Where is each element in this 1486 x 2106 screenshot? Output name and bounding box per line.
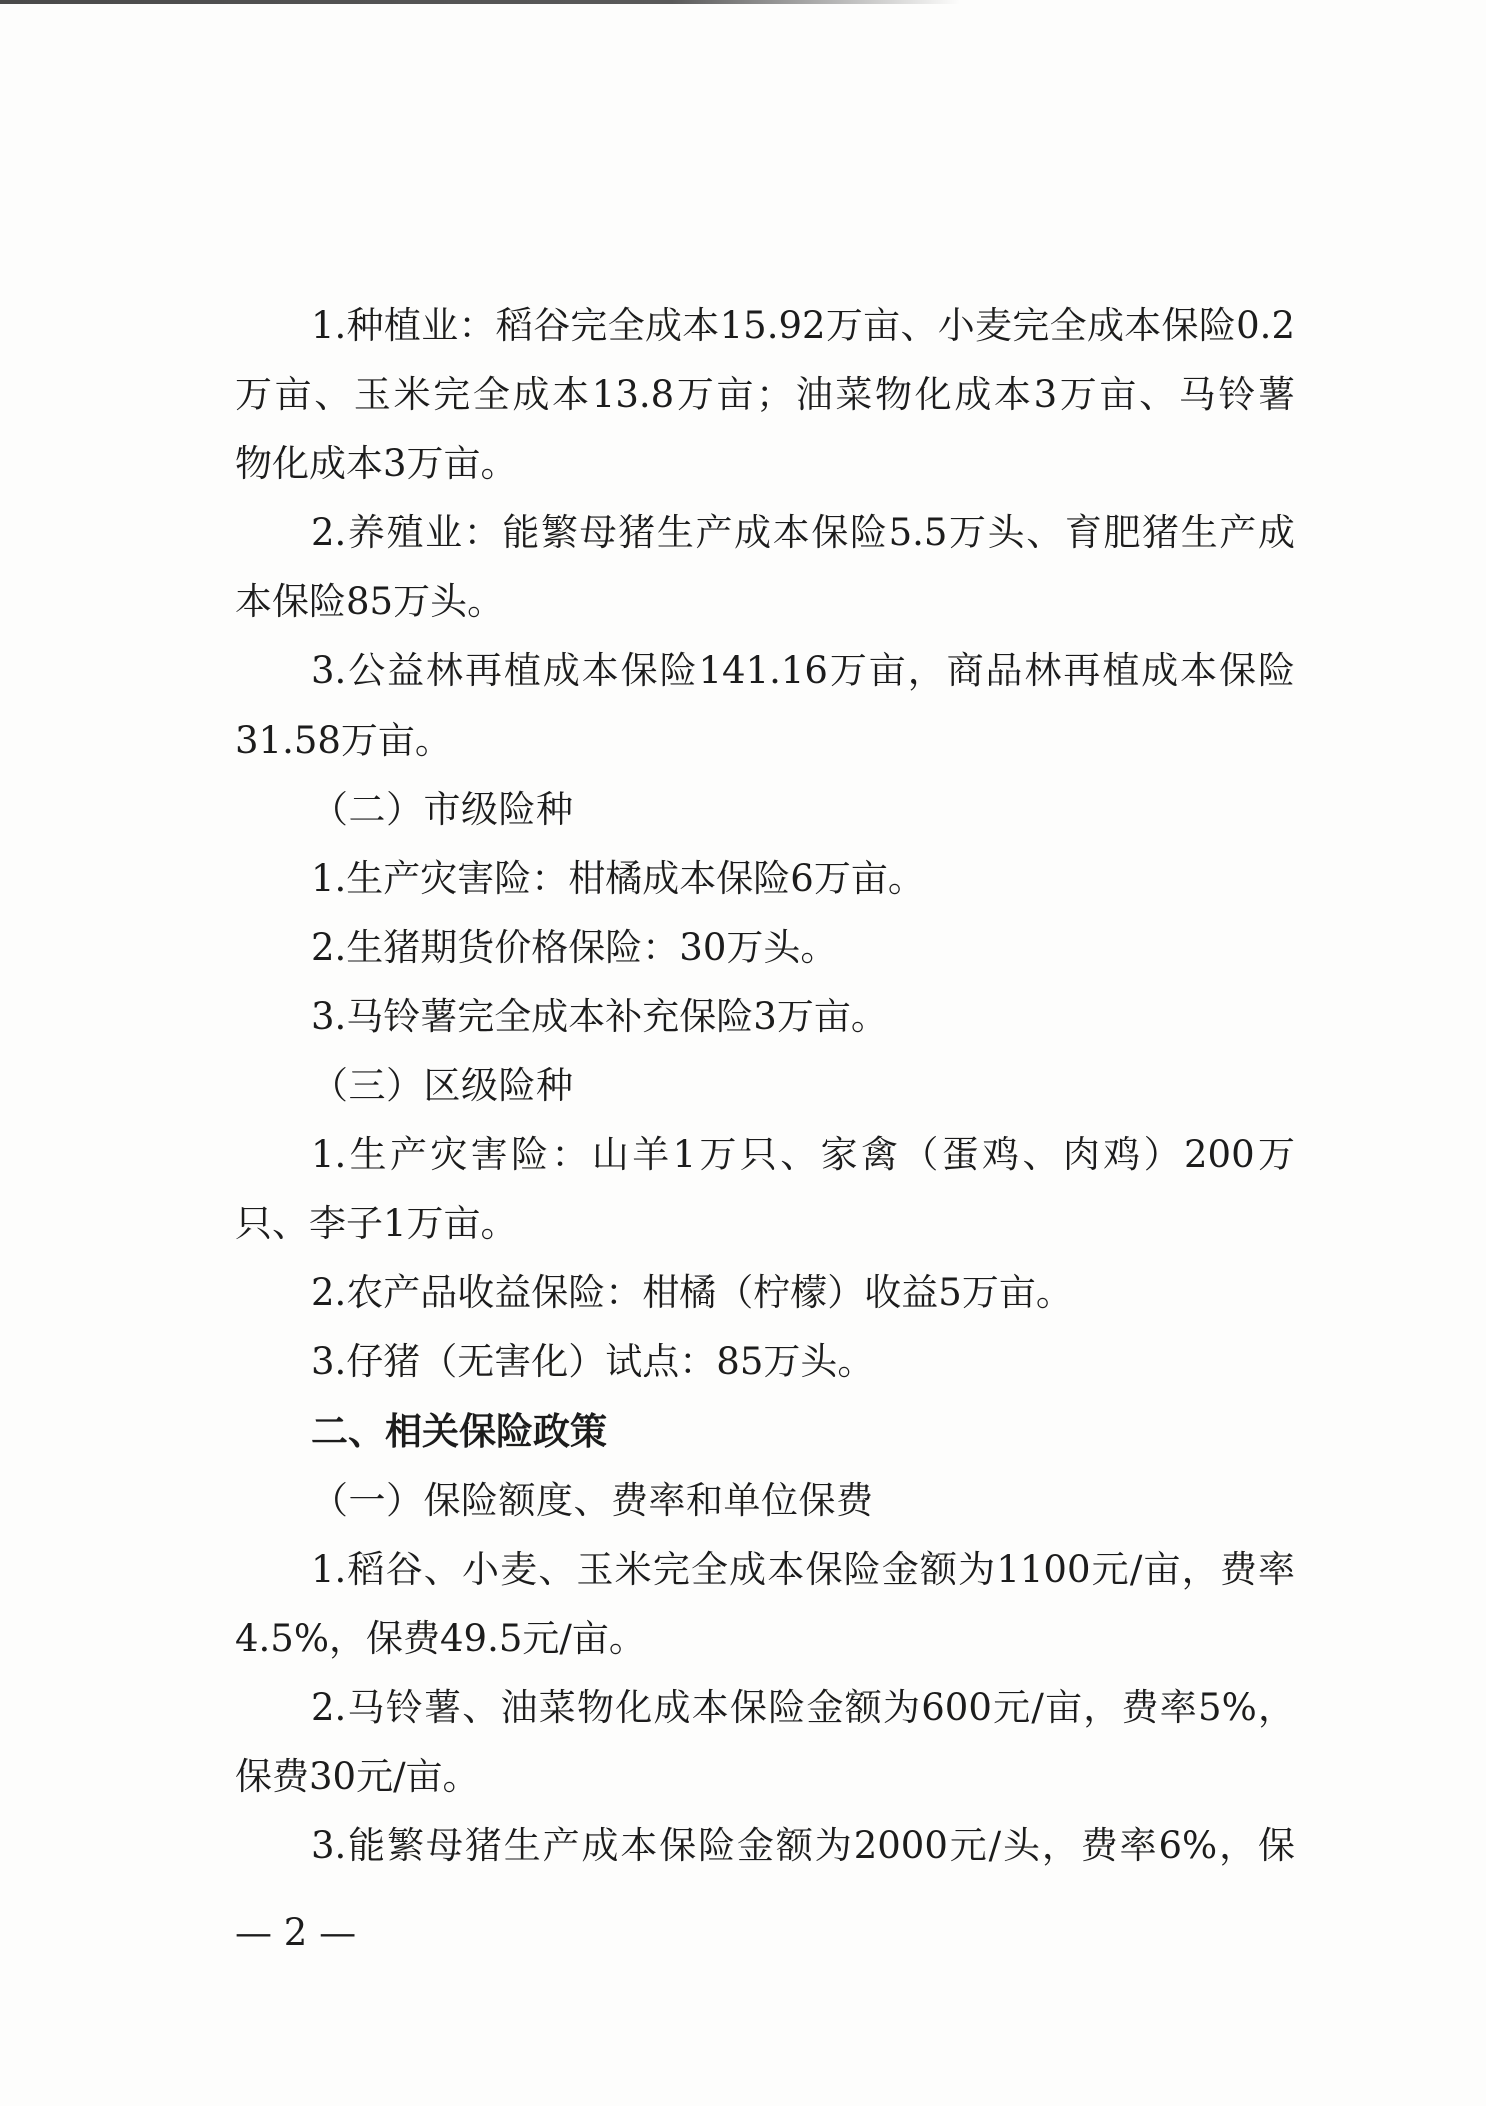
body-line: 本保险85万头。 [235,580,505,624]
body-line: 万亩、玉米完全成本13.8万亩；油菜物化成本3万亩、马铃薯 [235,373,1295,417]
body-line: 2.生猪期货价格保险：30万头。 [311,925,838,969]
body-line: 2.马铃薯、油菜物化成本保险金额为600元/亩，费率5%， [311,1685,1295,1729]
body-line: 3.能繁母猪生产成本保险金额为2000元/头，费率6%，保 [311,1824,1295,1868]
scan-edge [0,0,960,4]
body-line: 保费30元/亩。 [235,1754,480,1798]
body-line: 2.农产品收益保险：柑橘（柠檬）收益5万亩。 [311,1271,1073,1315]
section-heading: 二、相关保险政策 [311,1409,607,1453]
body-line: 物化成本3万亩。 [235,442,518,486]
subsection-heading: （三）区级险种 [311,1064,574,1108]
body-line: 只、李子1万亩。 [235,1202,518,1246]
subsection-heading: （二）市级险种 [311,787,574,831]
subsection-heading: （一）保险额度、费率和单位保费 [311,1478,874,1522]
body-line: 31.58万亩。 [235,718,452,762]
body-line: 1.稻谷、小麦、玉米完全成本保险金额为1100元/亩，费率 [311,1547,1295,1591]
body-line: 1.生产灾害险：柑橘成本保险6万亩。 [311,856,925,900]
body-line: 4.5%，保费49.5元/亩。 [235,1616,646,1660]
body-line: 1.种植业：稻谷完全成本15.92万亩、小麦完全成本保险0.2 [311,304,1295,347]
page-number: — 2 — [235,1911,357,1954]
body-line: 1.生产灾害险：山羊1万只、家禽（蛋鸡、肉鸡）200万 [311,1133,1295,1177]
body-line: 3.公益林再植成本保险141.16万亩，商品林再植成本保险 [311,649,1295,693]
body-line: 3.仔猪（无害化）试点：85万头。 [311,1340,875,1384]
body-line: 2.养殖业：能繁母猪生产成本保险5.5万头、育肥猪生产成 [311,511,1295,555]
body-line: 3.马铃薯完全成本补充保险3万亩。 [311,994,888,1038]
document-body [235,291,1295,1880]
